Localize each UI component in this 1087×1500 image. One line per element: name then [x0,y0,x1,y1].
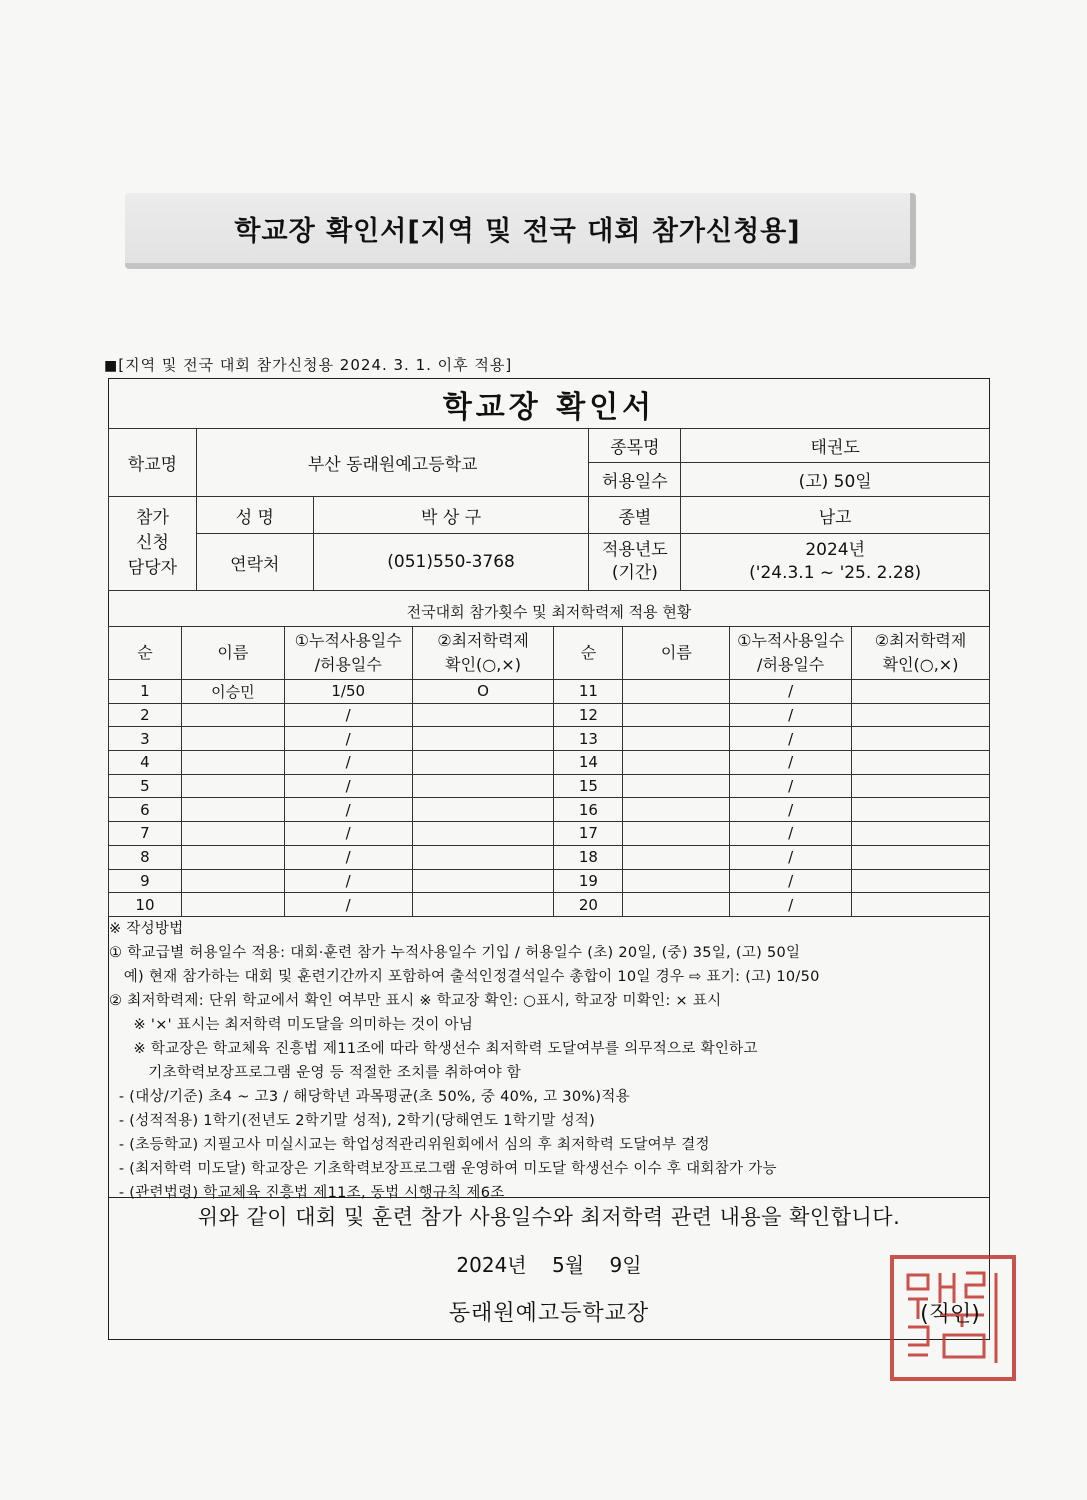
event-label: 종목명 [589,429,681,463]
school-name: 부산 동래원예고등학교 [196,429,589,497]
header-check-line1: ②최저학력제 [437,631,529,650]
cell-check [852,798,990,822]
header-no: 순 [109,627,182,680]
instructions [109,917,989,1205]
cell-name [181,703,284,727]
cell-check [412,845,554,869]
cell-no: 19 [554,869,623,893]
cell-name [181,893,284,917]
table-row [109,727,990,751]
cell-check [852,680,990,704]
gender-value: 남고 [681,497,990,534]
contact-label: 연락처 [196,534,313,591]
cell-days: / [284,727,412,751]
info-table [108,428,990,591]
cell-check [852,869,990,893]
year-label-line1: 적용년도 [602,540,668,560]
name-value: 박 상 구 [313,497,589,534]
cell-no: 1 [109,680,182,704]
cell-name: 이승민 [181,680,284,704]
cell-no: 17 [554,822,623,846]
section-title: 전국대회 참가횟수 및 최저학력제 적용 현황 [109,597,989,627]
cell-check [412,703,554,727]
header-days [730,627,852,680]
instruction-line: ※ 작성방법 [109,921,184,937]
cell-name [181,822,284,846]
instruction-line: - (관련법령) 학교체육 진흥법 제11조, 동법 시행규칙 제6조 [109,1185,505,1201]
contact-value: (051)550-3768 [313,534,589,591]
year-value [681,534,990,591]
name-label: 성 명 [196,497,313,534]
cell-no: 16 [554,798,623,822]
header-name: 이름 [623,627,730,680]
year-label [589,534,681,591]
cell-no: 14 [554,751,623,775]
cell-no: 9 [109,869,182,893]
header-no: 순 [554,627,623,680]
cell-no: 11 [554,680,623,704]
cell-name [623,893,730,917]
cell-days: / [284,751,412,775]
instruction-line: 예) 현재 참가하는 대회 및 훈련기간까지 포함하여 출석인정결석일수 총합이 10일 경우 ⇨ 표기: (고) 10/50 [109,969,820,985]
table-row [109,703,990,727]
cell-days: 1/50 [284,680,412,704]
instruction-line: - (최저학력 미도달) 학교장은 기초학력보장프로그램 운영하여 미도달 학생선수 이수 후 대회참가 가능 [109,1161,777,1177]
cell-no: 5 [109,774,182,798]
cell-name [623,845,730,869]
cell-name [181,727,284,751]
cell-check [412,798,554,822]
cell-days: / [730,751,852,775]
cell-check [852,845,990,869]
cell-no: 12 [554,703,623,727]
table-row [109,893,990,917]
cell-no: 3 [109,727,182,751]
cell-check [412,727,554,751]
header-days-line1: ①누적사용일수 [737,631,845,650]
cell-check [412,751,554,775]
year-label-line2: (기간) [611,563,658,583]
cell-check [412,774,554,798]
cell-name [181,774,284,798]
header-check [412,627,554,680]
cell-days: / [284,869,412,893]
cell-name [181,869,284,893]
cell-no: 10 [109,893,182,917]
cell-check [852,727,990,751]
cell-days: / [284,893,412,917]
cell-no: 15 [554,774,623,798]
cell-days: / [730,774,852,798]
year-value-line1: 2024년 [805,540,865,560]
subtitle-text: [지역 및 전국 대회 참가신청용 2024. 3. 1. 이후 적용] [118,356,513,374]
instruction-line: - (성적적용) 1학기(전년도 2학기말 성적), 2학기(당해연도 1학기말 성적) [109,1113,596,1129]
cell-no: 7 [109,822,182,846]
header-check-line1: ②최저학력제 [874,631,967,650]
cell-check [412,893,554,917]
cell-no: 8 [109,845,182,869]
cell-name [181,798,284,822]
header-check-line2: 확인(○,×) [445,655,521,674]
cell-no: 18 [554,845,623,869]
instruction-line: ② 최저학력제: 단위 학교에서 확인 여부만 표시 ※ 학교장 확인: ○표시, 학교장 미확인: × 표시 [109,993,722,1009]
cell-name [623,822,730,846]
cell-no: 6 [109,798,182,822]
school-label: 학교명 [109,429,197,497]
cell-days: / [730,869,852,893]
table-row [109,845,990,869]
table-row [109,751,990,775]
applicant-label: 참가 신청 담당자 [109,497,197,591]
instruction-line: - (초등학교) 지필고사 미실시교는 학업성적관리위원회에서 심의 후 최저학력 도달여부 결정 [109,1137,710,1153]
cell-name [181,751,284,775]
form-frame [108,378,990,1340]
header-days-line2: /허용일수 [314,655,382,674]
year-value-line2: ('24.3.1 ~ '25. 2.28) [749,563,922,583]
cell-name [623,727,730,751]
cell-name [623,869,730,893]
cell-name [623,774,730,798]
instruction-line: ① 학교급별 허용일수 적용: 대회·훈련 참가 누적사용일수 기입 / 허용일수 (초) 20일, (중) 35일, (고) 50일 [109,945,801,961]
header-check [852,627,990,680]
cell-days: / [284,774,412,798]
table-row [109,798,990,822]
event-value: 태권도 [681,429,990,463]
issue-date: 2024년 5월 9일 [456,1253,642,1277]
cell-days: / [730,798,852,822]
cell-name [623,680,730,704]
header-days [284,627,412,680]
cell-days: / [284,822,412,846]
cell-days: / [730,822,852,846]
cell-days: / [730,680,852,704]
allowed-days-label: 허용일수 [589,463,681,497]
cell-days: / [284,845,412,869]
cell-no: 2 [109,703,182,727]
cell-check [412,822,554,846]
cell-no: 4 [109,751,182,775]
instruction-line: ※ 학교장은 학교체육 진흥법 제11조에 따라 학생선수 최저학력 도달여부를 의무적으로 확인하고 [109,1041,758,1057]
cell-days: / [730,703,852,727]
cell-days: / [730,893,852,917]
cell-name [623,751,730,775]
cell-check [852,822,990,846]
header-check-line2: 확인(○,×) [882,655,959,674]
cell-name [181,845,284,869]
header-banner: 학교장 확인서[지역 및 전국 대회 참가신청용] [125,193,916,269]
cell-check: O [412,680,554,704]
header-days-line1: ①누적사용일수 [294,631,402,650]
cell-days: / [730,845,852,869]
instruction-line: 기초학력보장프로그램 운영 등 적절한 조치를 취하여야 함 [109,1065,522,1081]
cell-days: / [730,727,852,751]
table-row [109,822,990,846]
table-row [109,869,990,893]
signer-name: 동래원예고등학교장 [448,1301,650,1326]
document-title: 학교장 확인서 [109,379,989,429]
form-subtitle [104,354,512,375]
header-days-line2: /허용일수 [757,655,825,674]
cell-name [623,703,730,727]
cell-days: / [284,703,412,727]
cell-no: 20 [554,893,623,917]
header-name: 이름 [181,627,284,680]
cell-check [852,893,990,917]
cell-check [412,869,554,893]
allowed-days-value: (고) 50일 [681,463,990,497]
instruction-line: ※ '×' 표시는 최저학력 미도달을 의미하는 것이 아님 [109,1017,474,1033]
cell-name [623,798,730,822]
confirmation-statement: 위와 같이 대회 및 훈련 참가 사용일수와 최저학력 관련 내용을 확인합니다. [109,1197,989,1231]
cell-check [852,703,990,727]
participation-grid [108,626,990,917]
seal-label: (직인) [920,1302,980,1327]
table-row [109,774,990,798]
cell-no: 13 [554,727,623,751]
square-bullet: ■ [104,358,119,374]
table-row [109,680,990,704]
cell-check [852,751,990,775]
cell-check [852,774,990,798]
gender-label: 종별 [589,497,681,534]
instruction-line: - (대상/기준) 초4 ~ 고3 / 해당학년 과목평균(초 50%, 중 40%, 고 30%)적용 [109,1089,630,1105]
cell-days: / [284,798,412,822]
